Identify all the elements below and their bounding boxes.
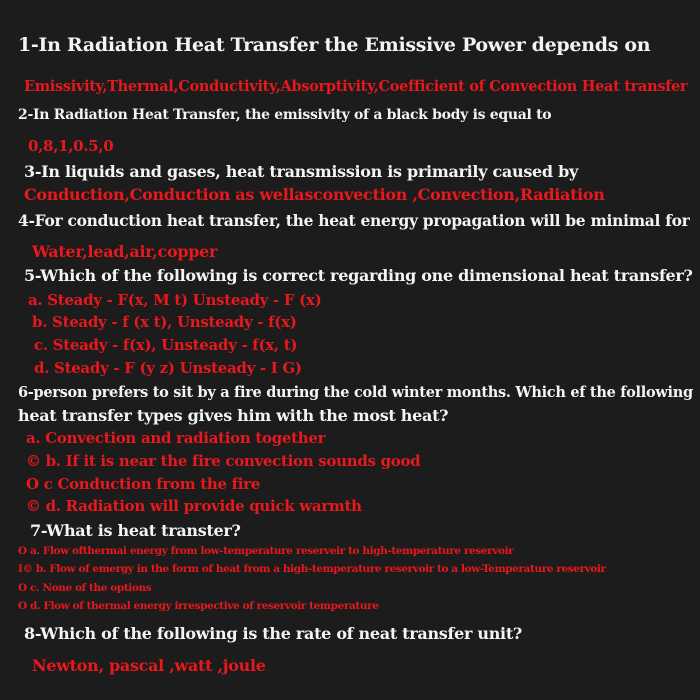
question-1: 1-In Radiation Heat Transfer the Emissive Power depends on bbox=[18, 34, 651, 56]
question-6-line-2: heat transfer types gives him with the most heat? bbox=[18, 406, 449, 425]
question-3-options: Conduction,Conduction as wellasconvection ,Convection,Radiation bbox=[24, 185, 605, 204]
question-7-option-d: O d. Flow of thermal energy irrespective of reservoir temperature bbox=[18, 600, 379, 612]
question-7-option-c: O c. None of the options bbox=[18, 582, 152, 594]
question-6-option-a: a. Convection and radiation together bbox=[26, 429, 326, 447]
question-2-options: 0,8,1,0.5,0 bbox=[28, 137, 114, 155]
question-7-option-a: O a. Flow ofthermai energy from low-temperature reserveir to high-temperature reservoir bbox=[18, 545, 514, 557]
question-4-options: Water,lead,air,copper bbox=[32, 242, 218, 261]
question-7-option-b: I© b. Flow of emergy in the form of heat from a high-temperature reservoir to a low-Temperature reservoir bbox=[18, 563, 606, 575]
question-6-option-b: © b. If it is near the fire convection sounds good bbox=[26, 452, 421, 470]
question-6-option-c: O c Conduction from the fire bbox=[26, 475, 261, 493]
question-4: 4-For conduction heat transfer, the heat energy propagation will be minimal for bbox=[18, 211, 690, 230]
question-6-option-d: © d. Radiation will provide quick warmth bbox=[26, 497, 362, 515]
question-6-line-1: 6-person prefers to sit by a fire during the cold winter months. Which ef the following bbox=[18, 384, 693, 401]
question-5-option-c: c. Steady - f(x), Unsteady - f(x, t) bbox=[34, 336, 298, 354]
question-5-option-a: a. Steady - F(x, M t) Unsteady - F (x) bbox=[28, 291, 322, 309]
question-8: 8-Which of the following is the rate of neat transfer unit? bbox=[24, 624, 522, 643]
question-5: 5-Which of the following is correct regarding one dimensional heat transfer? bbox=[24, 266, 693, 285]
question-5-option-d: d. Steady - F (y z) Unsteady - I G) bbox=[34, 359, 302, 377]
question-7: 7-What is heat transter? bbox=[30, 521, 241, 540]
question-2: 2-In Radiation Heat Transfer, the emissivity of a black body is equal to bbox=[18, 107, 552, 123]
question-8-options: Newton, pascal ,watt ,joule bbox=[32, 656, 266, 675]
question-1-options: Emissivity,Thermal,Conductivity,Absorptivity,Coefficient of Convection Heat transfer bbox=[24, 78, 688, 95]
question-5-option-b: b. Steady - f (x t), Unsteady - f(x) bbox=[32, 313, 297, 331]
question-3: 3-In liquids and gases, heat transmission is primarily caused by bbox=[24, 162, 578, 181]
